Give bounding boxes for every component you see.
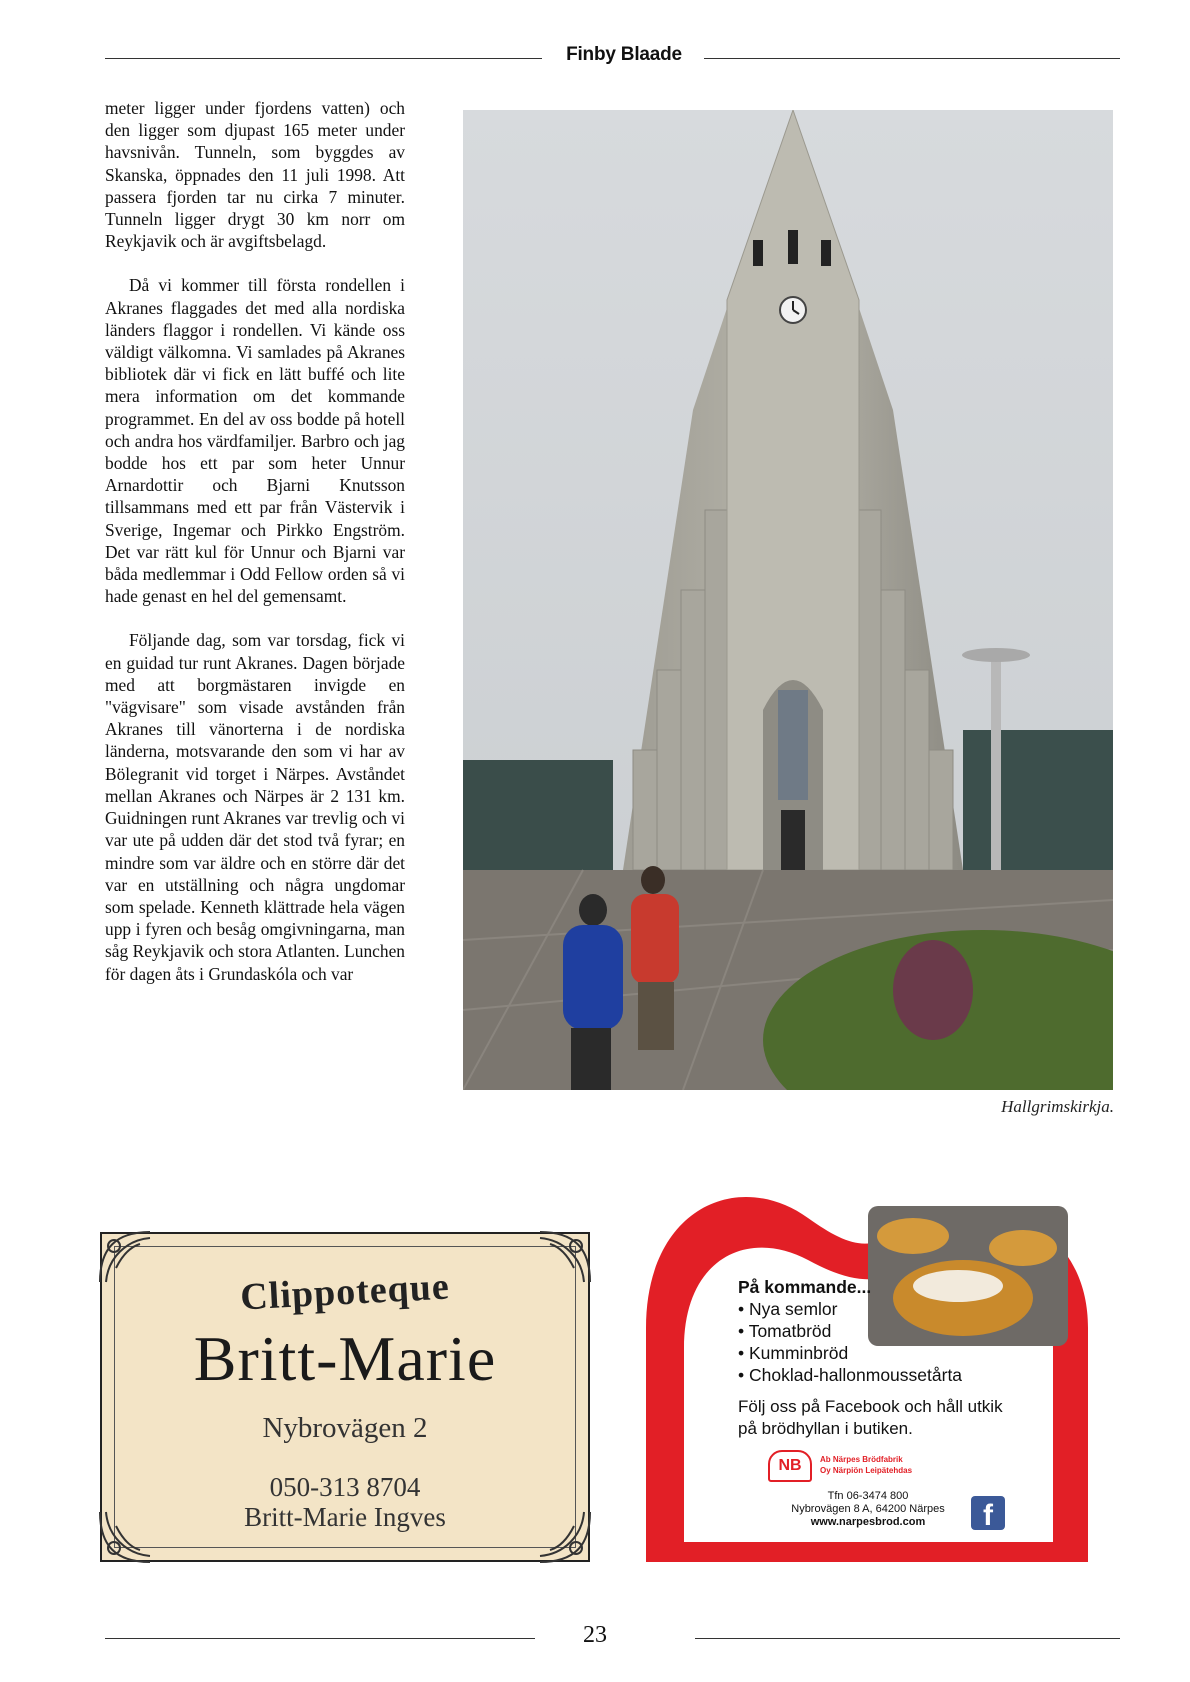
- article-column: [105, 97, 405, 1007]
- bakery-phone: Tfn 06-3474 800: [827, 1490, 909, 1502]
- bakery-follow-text: Följ oss på Facebook och håll utkik på brödhyllan i butiken.: [738, 1397, 1003, 1438]
- article-paragraph-1: meter ligger under fjordens vatten) och den ligger som djupast 165 meter under havsnivån. Tunneln, som byggdes av Skanska, öppnades den 11 juli 1998. Att passera fjorden tar nu cirka 7 minuter. Tunneln ligger drygt 30 km norr om Reykjavik och är avgiftsbelagd.: [105, 98, 405, 252]
- clippoteque-name: Britt-Marie: [193, 1323, 497, 1394]
- running-header: [0, 44, 1190, 66]
- bakery-item: • Nya semlor: [738, 1298, 1008, 1320]
- company-name-sv: Ab Närpes Brödfabrik: [820, 1455, 903, 1464]
- church-illustration: [463, 110, 1113, 1090]
- bakery-website[interactable]: www.narpesbrod.com: [810, 1516, 926, 1528]
- magazine-title: Finby Blaade: [544, 44, 704, 65]
- bakery-ad: [628, 1178, 1108, 1562]
- bakery-item: • Tomatbröd: [738, 1320, 1008, 1342]
- article-paragraph-3: Följande dag, som var torsdag, fick vi en guidad tur runt Akranes. Dagen började med att borgmästaren invigde en "vägvisare" som visade avstånden från Akranes till vänorterna i de nordiska länderna, motsvarande den som vi har av Bölegranit vid torget i Närpes. Avståndet mellan Akranes och Närpes är 2 131 km. Guidningen runt Akranes var trevlig och vi var ute på udden där det stod två fyrar; en mindre som var äldre och en större där det var en utställning och några ungdomar som spelade. Kenneth klättrade hela vägen upp i fyren och besåg omgivningarna, man såg Reykjavik och stora Atlanten. Lunchen för dagen åts i Grundaskóla och var: [105, 630, 405, 984]
- facebook-icon[interactable]: f: [971, 1496, 1005, 1530]
- bakery-company-names: [820, 1454, 912, 1476]
- bakery-item: • Kumminbröd: [738, 1342, 1008, 1364]
- corner-ornament-icon: [96, 1228, 154, 1286]
- bakery-heading: På kommande...: [738, 1277, 872, 1297]
- church-photo: [463, 110, 1113, 1090]
- page-number: 23: [583, 1622, 607, 1648]
- clippoteque-ad: [100, 1232, 590, 1562]
- nb-logo: NB: [768, 1450, 812, 1482]
- company-name-fi: Oy Närpiön Leipätehdas: [820, 1466, 913, 1475]
- bakery-contact: [768, 1490, 968, 1529]
- bakery-content: [738, 1276, 1008, 1440]
- clippoteque-brand: Clippoteque: [239, 1265, 451, 1319]
- clippoteque-owner: Britt-Marie Ingves: [244, 1502, 446, 1532]
- clippoteque-street: Nybrovägen 2: [262, 1412, 428, 1444]
- bakery-address: Nybrovägen 8 A, 64200 Närpes: [791, 1503, 945, 1515]
- article-paragraph-2: Då vi kommer till första rondellen i Akranes flaggades det med alla nordiska länders flaggor i rondellen. Vi kände oss väldigt välkomna. Vi samlades på Akranes bibliotek där vi fick en lätt buffé och lite mera information om det kommande programmet. En del av oss bodde på hotell och andra hos värdfamiljer. Barbro och jag bodde hos ett par som heter Unnur Arnardottir och Bjarni Knutsson tillsammans med ett par från Västervik i Sverige, Ingemar och Pirkko Engström. Det var rätt kul för Unnur och Bjarni var båda medlemmar i Odd Fellow orden så vi hade genast en hel del gemensamt.: [105, 275, 405, 607]
- photo-caption: Hallgrimskirkja.: [1001, 1097, 1114, 1116]
- bakery-item: • Choklad-hallonmoussetårta: [738, 1364, 1008, 1386]
- clippoteque-phone: 050-313 8704: [269, 1472, 421, 1502]
- bakery-product-list: [738, 1298, 1008, 1386]
